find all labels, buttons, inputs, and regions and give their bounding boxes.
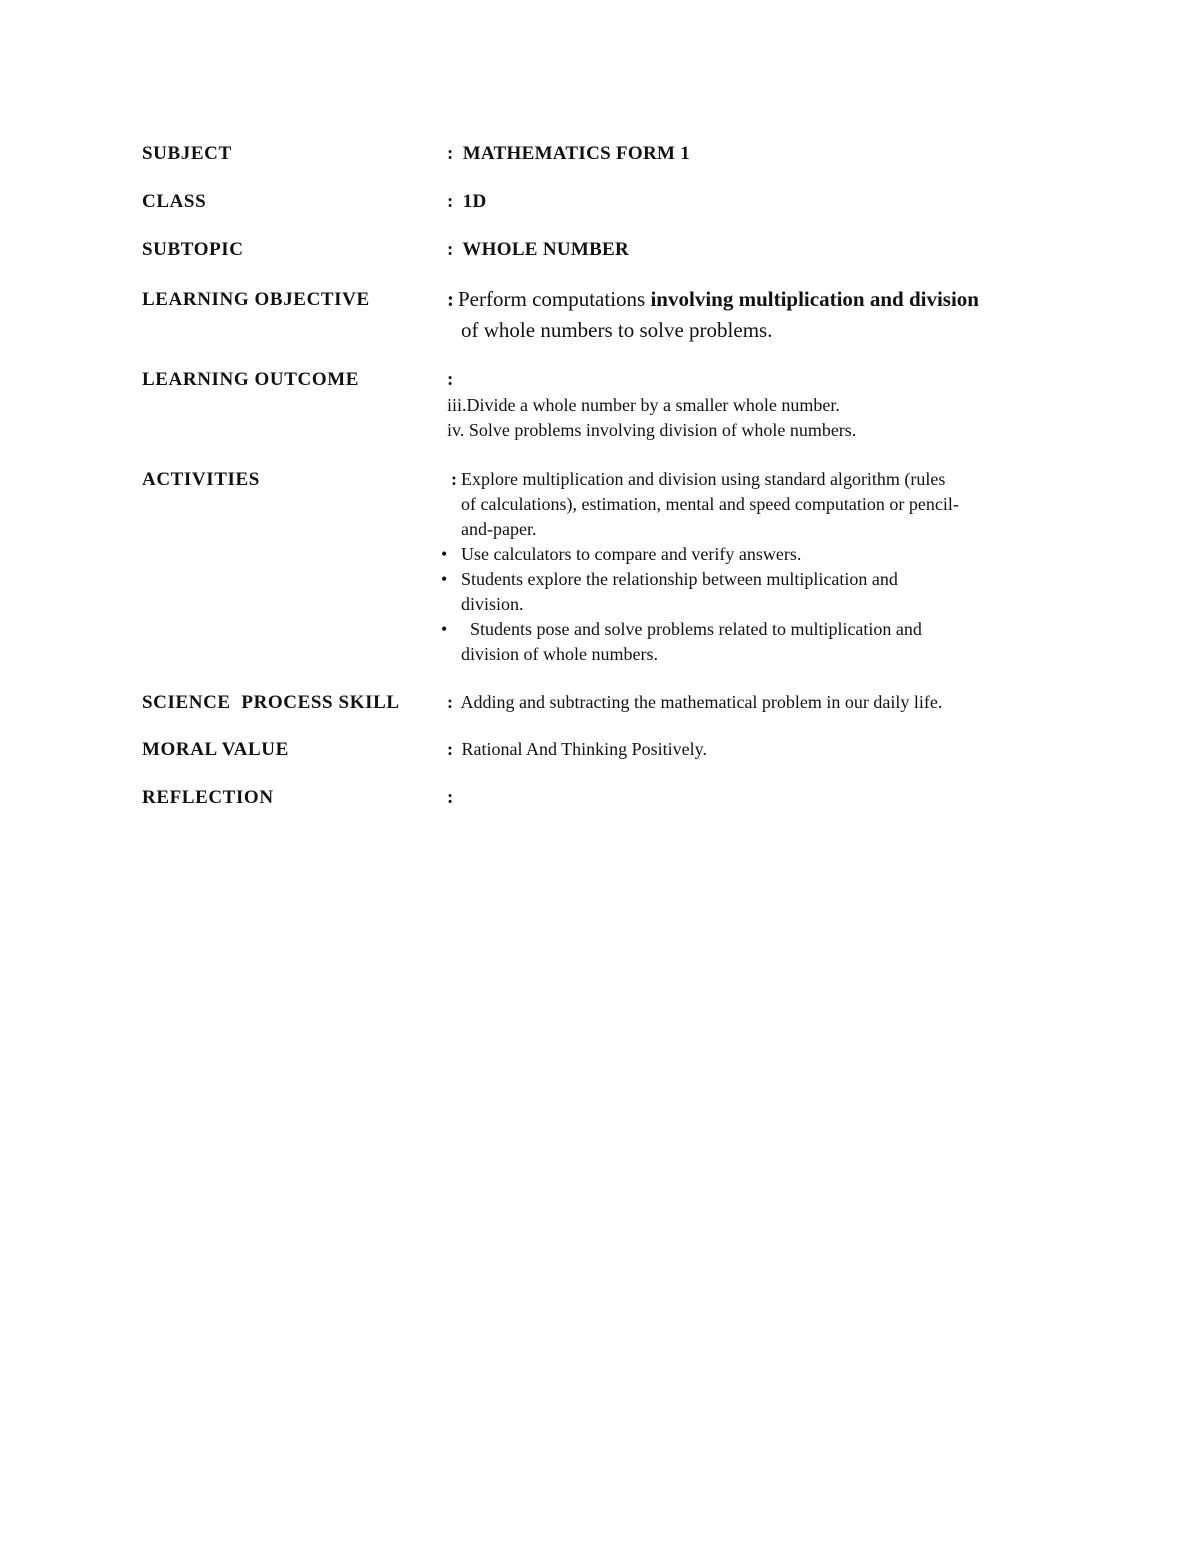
activities-label: ACTIVITIES [142,469,260,490]
moral-value-colon: : [447,739,453,759]
learning-objective-label: LEARNING OBJECTIVE [142,289,370,310]
activities-intro-text-1: Explore multiplication and division using standard algorithm (rules [461,469,946,489]
subject-colon: : [447,143,454,164]
learning-objective-line-1 [447,284,979,315]
learning-objective-normal-text: Perform computations [458,287,651,311]
class-label: CLASS [142,191,207,212]
moral-value-value [447,739,707,760]
reflection-value [447,787,458,809]
activities-intro-line-2: of calculations), estimation, mental and speed computation or pencil- [461,494,959,514]
science-process-skill-value [447,692,942,713]
subtopic-label: SUBTOPIC [142,239,244,260]
activities-intro-line-1 [451,467,959,492]
science-process-skill-colon: : [447,692,453,712]
science-process-skill-label: SCIENCE PROCESS SKILL [142,692,400,713]
learning-outcome-list [447,393,856,443]
learning-outcome-item: iv. Solve problems involving division of whole numbers. [447,420,857,440]
moral-value-text: Rational And Thinking Positively. [461,739,708,759]
moral-value-label: MORAL VALUE [142,739,289,760]
subtopic-colon: : [447,239,454,260]
learning-objective-line-2: of whole numbers to solve problems. [461,318,773,342]
activities-bullet-line: division of whole numbers. [461,644,658,664]
activities-bullet-item [441,567,959,617]
class-value [447,191,487,213]
activities-bullet-line: Use calculators to compare and verify answers. [461,544,802,564]
learning-outcome-colon: : [447,369,454,390]
reflection-colon: : [447,787,454,808]
reflection-label: REFLECTION [142,787,274,808]
subtopic-value [447,239,629,261]
learning-outcome-item: iii.Divide a whole number by a smaller whole number. [447,395,840,415]
class-colon: : [447,191,454,212]
learning-objective-colon: : [447,287,454,311]
activities-bullet-line: division. [461,594,524,614]
learning-outcome-label: LEARNING OUTCOME [142,369,360,390]
subject-label: SUBJECT [142,143,232,164]
bullet-icon: • [441,544,448,564]
bullet-icon: • [441,569,448,589]
subject-value [447,143,690,165]
class-text: 1D [462,191,487,212]
activities-bullet-item [441,617,959,667]
learning-objective-bold-text: involving multiplication and division [650,287,979,311]
subtopic-text: WHOLE NUMBER [462,239,630,260]
science-process-skill-text: Adding and subtracting the mathematical problem in our daily life. [460,692,943,712]
activities-bullet-line: Students explore the relationship between multiplication and [461,569,898,589]
activities-colon: : [451,469,457,489]
activities-value [441,467,959,667]
learning-objective-value [447,284,979,346]
activities-bullet-line: Students pose and solve problems related to multiplication and [461,619,922,639]
activities-bullet-item [441,542,959,567]
bullet-icon: • [441,619,448,639]
activities-intro-line-3: and-paper. [461,519,537,539]
subject-text: MATHEMATICS FORM 1 [462,143,691,164]
